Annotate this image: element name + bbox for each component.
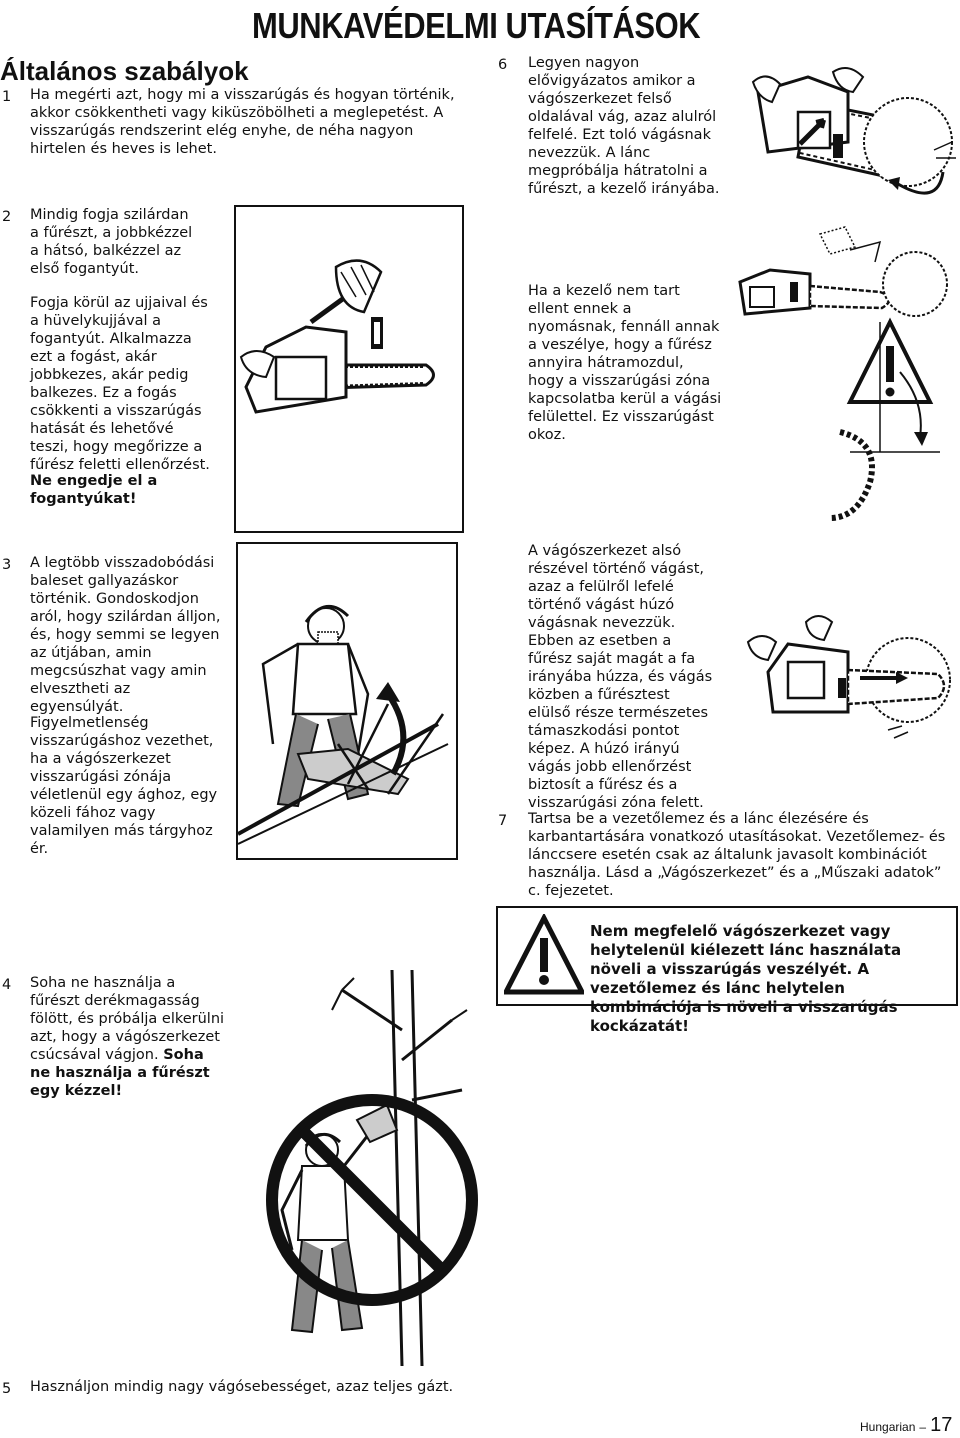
item-6-text: Legyen nagyon elővigyázatos amikor a vágószerkezet felső oldalával vág, azaz alulról felfelé. Ezt toló vágásnak nevezzük. A lánc megpróbálja hátratolni a fűrészt, a kezelő irányába. <box>528 55 720 197</box>
item-2-text-2: Fogja körül az ujjaival és a hüvelykujjával a fogantyút. Alkalmazza ezt a fogást, akár jobbkezes, akár pedig balkezes. Ez a fogás csökkenti a visszarúgás hatását és lehetővé teszi, hogy megőrizze a fűrész feletti ellenőrzést. <box>30 295 210 473</box>
kickback-text: Ha a kezelő nem tart ellent ennek a nyomásnak, fennáll annak a veszélye, hogy a fűrész annyira hátramozdul, hogy a visszarúgási zóna kapcsolatba kerül a vágási felülettel. Ez visszarúgást okoz. <box>528 283 722 443</box>
item-2-text-1: Mindig fogja szilárdan a fűrészt, a jobbkézzel a hátsó, balkézzel az első fogantyút. <box>30 207 193 277</box>
item-3-text-2: Figyelmetlenség visszarúgáshoz vezethet, ha a vágószerkezet visszarúgási zónája véletlenül egy ághoz, egy közeli fához vagy valamilyen más tárgyhoz ér. <box>30 715 218 857</box>
warning-box <box>496 906 958 1035</box>
limbing-illustration <box>236 542 458 860</box>
item-3-text-1: A legtöbb visszadobódási baleset gallyazáskor történik. Gondoskodjon aról, hogy szilárdan álljon, és, hogy semmi se legyen az útjában, amin megcsúszhat vagy amin elvesztheti az egyensúlyát. <box>30 555 221 715</box>
warning-box-text: Nem megfelelő vágószerkezet vagy helytelenül kiélezett lánc használata növeli a visszarúgás veszélyét. A vezetőlemez és lánc helytelen kombinációja is növeli a visszarúgás kockázatát! <box>590 922 902 1035</box>
footer-dash: – <box>919 1420 927 1434</box>
item-4-text-bold: Soha ne használja a fűrészt egy kézzel! <box>30 1047 210 1099</box>
item-1-text: Ha megérti azt, hogy mi a visszarúgás és hogyan történik, akkor csökkentheti vagy kiküszöbölheti a meglepetést. A visszarúgás rendszerint elég enyhe, de néha nagyon hirtelen és heves is lehet. <box>30 87 455 157</box>
item-4-number: 4 <box>2 977 12 993</box>
item-7-number: 7 <box>498 813 508 829</box>
item-1-number: 1 <box>2 89 12 105</box>
item-5-text: Használjon mindig nagy vágósebességet, azaz teljes gázt. <box>30 1379 454 1395</box>
item-2-number: 2 <box>2 209 12 225</box>
grip-illustration-frame <box>234 205 464 533</box>
kickback-illustration <box>730 222 960 522</box>
item-2-warning: Ne engedje el a fogantyúkat! <box>30 473 158 507</box>
item-7-text: Tartsa be a vezetőlemez és a lánc élezésére és karbantartására vonatkozó utasításokat. Vezetőlemez- és lánccsere esetén csak az általunk javasolt kombinációt használja. Lásd a „Vágószerkezet” és a „Műszaki adatok” c. fejezetet. <box>528 811 946 899</box>
item-6-number: 6 <box>498 57 508 73</box>
item-4-text <box>30 974 226 1100</box>
page-title: MUNKAVÉDELMI UTASÍTÁSOK <box>252 5 701 46</box>
prohibited-illustration <box>262 970 484 1366</box>
page-number: 17 <box>930 1414 953 1436</box>
push-cut-illustration <box>738 62 960 212</box>
pull-cut-illustration <box>728 602 956 772</box>
page-footer <box>860 1416 958 1436</box>
item-4-text-main: Soha ne használja a fűrészt derékmagasság fölött, és próbálja elkerülni azt, hogy a vágószerkezet csúcsával vágjon. <box>30 975 225 1063</box>
footer-language: Hungarian <box>860 1420 916 1434</box>
section-title: Általános szabályok <box>0 56 249 86</box>
pull-cut-text: A vágószerkezet alsó részével történő vágást, azaz a felülről lefelé történő vágást húzó vágásnak nevezzük. Ebben az esetben a fűrész saját magát a fa irányába húzza, és vágás közben a fűrésztest elülső része természetes támaszkodási pontot képez. A húzó irányú vágás jobb ellenőrzést biztosít a fűrész és a visszarúgási zóna felett. <box>528 543 713 811</box>
item-5-number: 5 <box>2 1381 12 1397</box>
warning-triangle-icon <box>504 914 584 998</box>
item-3-number: 3 <box>2 557 12 573</box>
